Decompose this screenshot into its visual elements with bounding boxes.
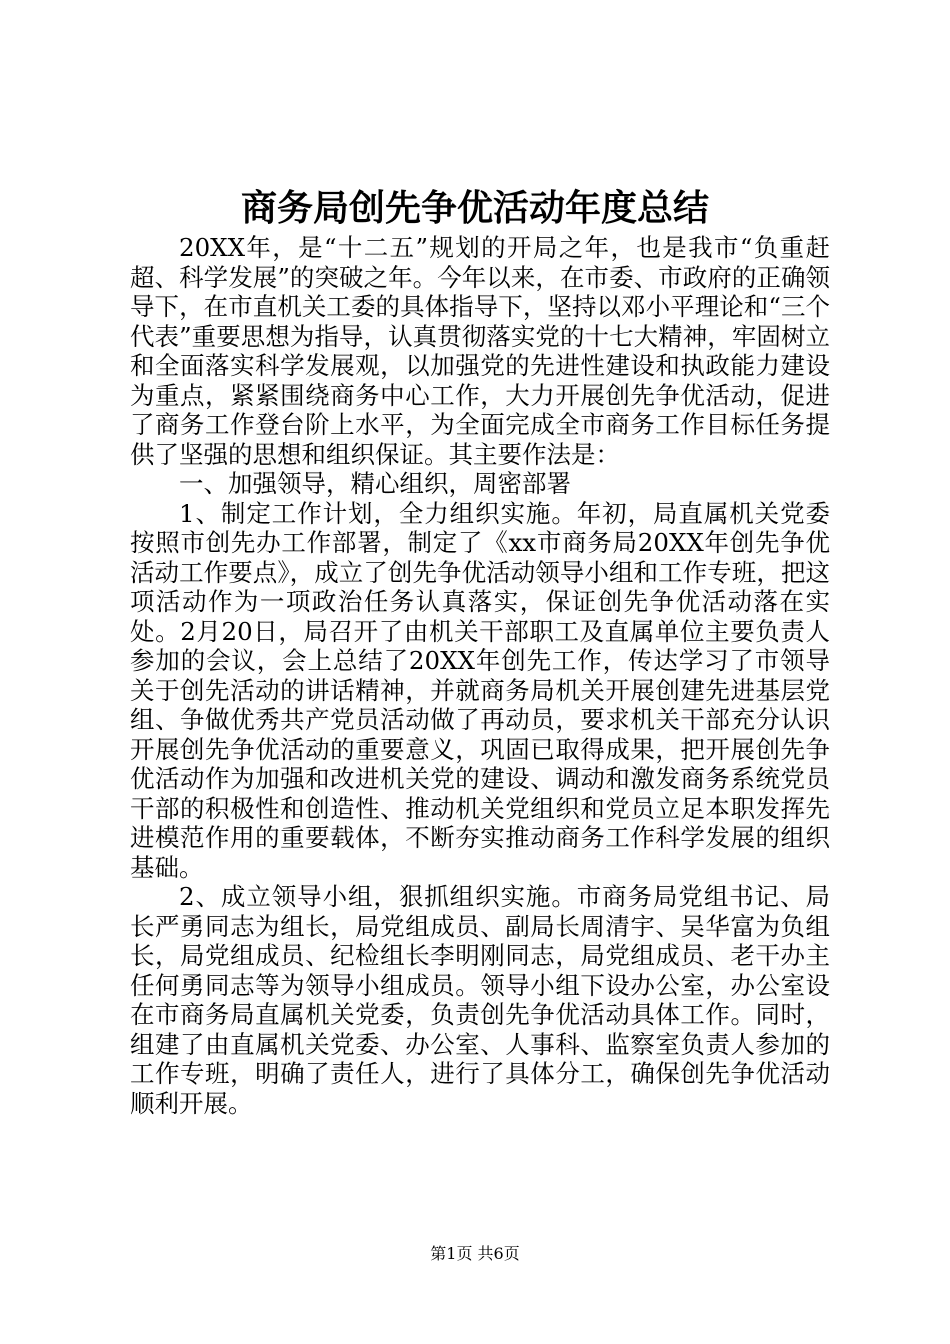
paragraph-item-1: 1、制定工作计划，全力组织实施。年初，局直属机关党委按照市创先办工作部署，制定了《xx市商务局20XX年创先争优活动工作要点》，成立了创先争优活动领导小组和工作专班，把这项活动作为一项政治任务认真落实，保证创先争优活动落在实处。2月20日，局召开了由机关干部职工及直属单位主要负责人参加的会议，会上总结了20XX年创先工作，传达学习了市领导关于创先活动的讲话精神，并就商务局机关开展创建先进基层党组、争做优秀共产党员活动做了再动员，要求机关干部充分认识开展创先争优活动的重要意义，巩固已取得成果，把开展创先争优活动作为加强和改进机关党的建设、调动和激发商务系统党员干部的积极性和创造性、推动机关党组织和党员立足本职发挥先进模范作用的重要载体，不断夯实推动商务工作科学发展的组织基础。 — [130, 498, 830, 882]
section-heading-1: 一、加强领导，精心组织，周密部署 — [179, 469, 571, 498]
document-title: 商务局创先争优活动年度总结 — [240, 187, 709, 229]
paragraph-item-2: 2、成立领导小组，狠抓组织实施。市商务局党组书记、局长严勇同志为组长，局党组成员、副局长周清宇、吴华富为负组长，局党组成员、纪检组长李明刚同志，局党组成员、老干办主任何勇同志等为领导小组成员。领导小组下设办公室，办公室设在市商务局直属机关党委，负责创先争优活动具体工作。同时，组建了由直属机关党委、办公室、人事科、监察室负责人参加的工作专班，明确了责任人，进行了具体分工，确保创先争优活动顺利开展。 — [130, 882, 830, 1118]
page-footer: 第1页 共6页 — [430, 1244, 520, 1263]
paragraph-intro: 20XX年，是“十二五”规划的开局之年，也是我市“负重赶超、科学发展”的突破之年。今年以来，在市委、市政府的正确领导下，在市直机关工委的具体指导下，坚持以邓小平理论和“三个代表”重要思想为指导，认真贯彻落实党的十七大精神，牢固树立和全面落实科学发展观，以加强党的先进性建设和执政能力建设为重点，紧紧围绕商务中心工作，大力开展创先争优活动，促进了商务工作登台阶上水平，为全面完成全市商务工作目标任务提供了坚强的思想和组织保证。其主要作法是： — [130, 233, 830, 469]
document-body — [130, 233, 830, 1118]
